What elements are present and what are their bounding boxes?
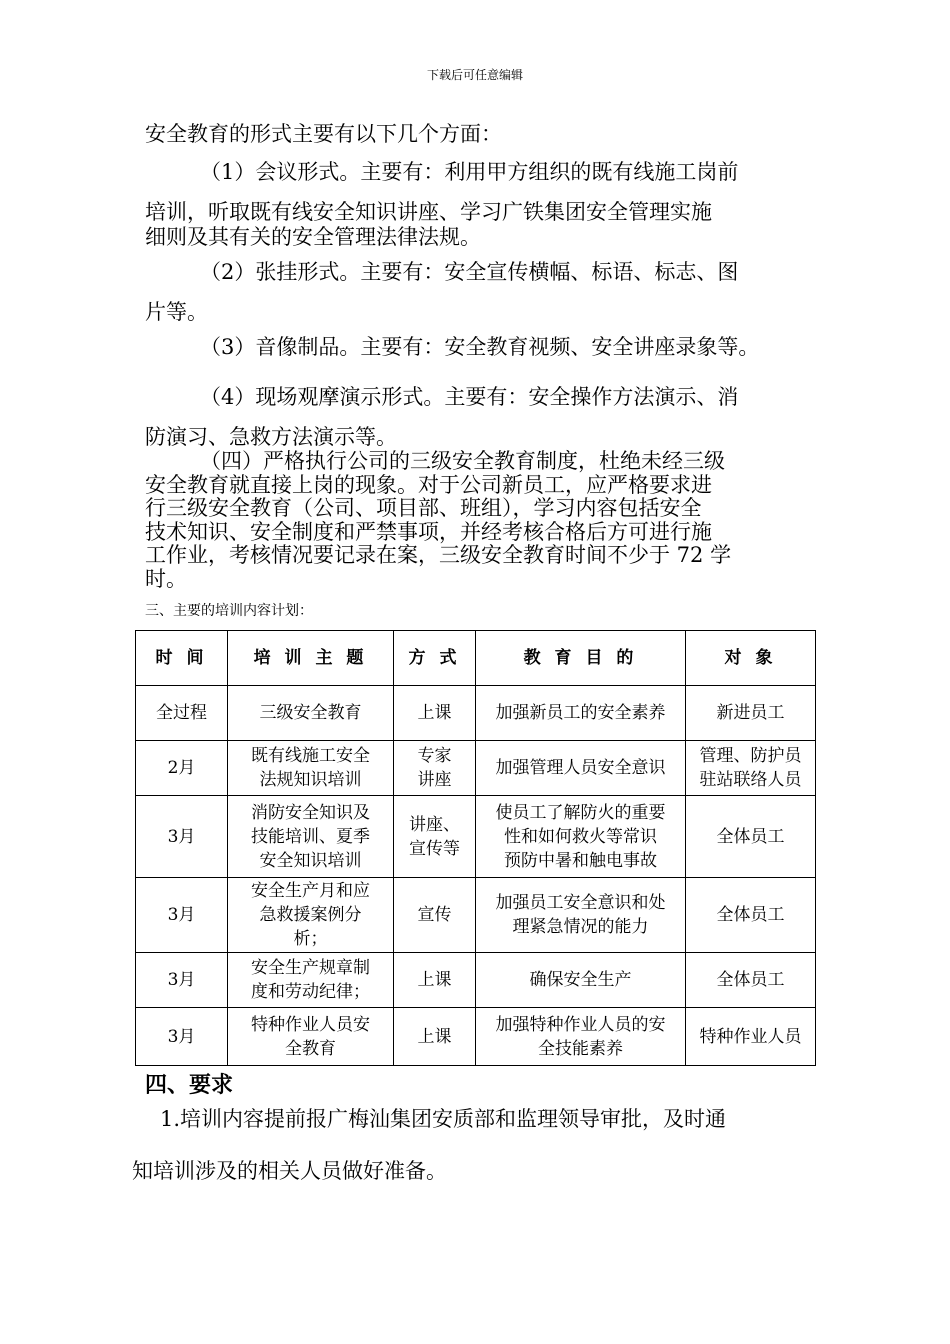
intro-heading: 安全教育的形式主要有以下几个方面： — [145, 122, 502, 146]
cell-line: 三级安全教育 — [259, 703, 362, 723]
cell-line: 安全生产月和应 — [251, 881, 370, 901]
cell-time: 3月 — [136, 878, 228, 953]
cell-line: 全体员工 — [716, 905, 785, 925]
section4-line: 安全教育就直接上岗的现象。对于公司新员工，应严格要求进 — [145, 472, 712, 497]
cell-line: 性和如何救火等常识 — [504, 826, 657, 847]
cell-line: 宣传等 — [409, 838, 460, 859]
col-header-method: 方 式 — [394, 631, 476, 686]
cell-purpose — [476, 878, 686, 953]
cell-line: 加强新员工的安全素养 — [495, 703, 666, 723]
cell-line: 讲座 — [417, 770, 452, 790]
cell-topic — [228, 741, 394, 796]
cell-line: 确保安全生产 — [529, 970, 632, 990]
table-header-row — [136, 631, 816, 686]
table-row — [136, 686, 816, 741]
cell-line: 既有线施工安全 — [251, 746, 370, 766]
col-header-target: 对 象 — [686, 631, 816, 686]
section4-line: 工作业，考核情况要记录在案，三级安全教育时间不少于 72 学 — [145, 543, 732, 567]
cell-line: 专家 — [417, 746, 452, 766]
cell-method — [394, 1008, 476, 1066]
requirement-1-line2: 知培训涉及的相关人员做好准备。 — [132, 1159, 447, 1183]
table-row — [136, 741, 816, 796]
cell-line: 使员工了解防火的重要 — [495, 802, 666, 823]
form2-line1: （2）张挂形式。主要有：安全宣传横幅、标语、标志、图 — [200, 260, 739, 284]
cell-time: 2月 — [136, 741, 228, 796]
section4-line: 行三级安全教育（公司、项目部、班组），学习内容包括安全 — [145, 496, 702, 520]
cell-line: 预防中暑和触电事故 — [504, 850, 657, 871]
cell-line: 析； — [293, 929, 328, 949]
cell-line: 理紧急情况的能力 — [512, 917, 649, 937]
form1-line1: （1）会议形式。主要有：利用甲方组织的既有线施工岗前 — [200, 160, 739, 184]
cell-method — [394, 741, 476, 796]
cell-method — [394, 686, 476, 741]
cell-line: 上课 — [417, 703, 452, 723]
form4-line2: 防演习、急救方法演示等。 — [145, 425, 397, 449]
cell-topic — [228, 796, 394, 878]
cell-line: 加强员工安全意识和处 — [495, 893, 666, 913]
cell-line: 上课 — [417, 1026, 452, 1047]
form3-line1: （3）音像制品。主要有：安全教育视频、安全讲座录象等。 — [200, 335, 760, 359]
cell-time: 3月 — [136, 1008, 228, 1066]
cell-time: 3月 — [136, 953, 228, 1008]
cell-line: 消防安全知识及 — [251, 802, 370, 823]
cell-target — [686, 1008, 816, 1066]
cell-target — [686, 796, 816, 878]
cell-target — [686, 953, 816, 1008]
cell-line: 安全知识培训 — [259, 850, 362, 871]
cell-time: 3月 — [136, 796, 228, 878]
plan-heading: 三、主要的培训内容计划： — [145, 603, 313, 619]
cell-line: 讲座、 — [409, 814, 460, 835]
training-plan-table — [135, 630, 816, 1066]
cell-line: 宣传 — [417, 905, 452, 925]
col-header-time: 时 间 — [136, 631, 228, 686]
cell-method — [394, 953, 476, 1008]
cell-line: 度和劳动纪律； — [251, 982, 370, 1002]
table-row — [136, 878, 816, 953]
cell-target — [686, 741, 816, 796]
form2-line2: 片等。 — [145, 300, 208, 324]
cell-purpose — [476, 1008, 686, 1066]
cell-line: 技能培训、夏季 — [251, 826, 370, 847]
cell-line: 法规知识培训 — [259, 770, 362, 790]
cell-line: 加强管理人员安全意识 — [495, 758, 666, 778]
cell-line: 驻站联络人员 — [699, 770, 802, 790]
section4-paragraph — [145, 450, 805, 591]
cell-line: 急救援案例分 — [259, 905, 362, 925]
form1-line3: 细则及其有关的安全管理法律法规。 — [145, 225, 481, 249]
section4-line: （四）严格执行公司的三级安全教育制度，杜绝未经三级 — [200, 449, 725, 473]
section4-line: 时。 — [145, 566, 187, 591]
cell-topic — [228, 686, 394, 741]
table-row — [136, 953, 816, 1008]
requirements-heading: 四、要求 — [145, 1073, 234, 1098]
cell-purpose — [476, 953, 686, 1008]
cell-topic — [228, 878, 394, 953]
cell-line: 全技能素养 — [538, 1038, 623, 1059]
page-header-note: 下载后可任意编辑 — [426, 68, 523, 82]
cell-purpose — [476, 686, 686, 741]
cell-line: 加强特种作业人员的安 — [495, 1014, 666, 1035]
cell-purpose — [476, 796, 686, 878]
cell-line: 安全生产规章制 — [251, 958, 370, 978]
table-row — [136, 796, 816, 878]
col-header-topic: 培 训 主 题 — [228, 631, 394, 686]
cell-topic — [228, 953, 394, 1008]
cell-target — [686, 686, 816, 741]
col-header-purpose: 教 育 目 的 — [476, 631, 686, 686]
cell-line: 特种作业人员安 — [251, 1014, 370, 1035]
cell-method — [394, 796, 476, 878]
requirement-1-line1: 1.培训内容提前报广梅汕集团安质部和监理领导审批，及时通 — [160, 1107, 727, 1131]
cell-method — [394, 878, 476, 953]
cell-target — [686, 878, 816, 953]
form1-line2: 培训，听取既有线安全知识讲座、学习广铁集团安全管理实施 — [145, 200, 712, 224]
cell-line: 特种作业人员 — [699, 1026, 802, 1047]
cell-line: 新进员工 — [716, 703, 785, 723]
cell-time: 全过程 — [136, 686, 228, 741]
form4-line1: （4）现场观摩演示形式。主要有：安全操作方法演示、消 — [200, 385, 739, 409]
cell-line: 全教育 — [285, 1038, 336, 1059]
cell-line: 管理、防护员 — [699, 746, 802, 766]
cell-line: 全体员工 — [716, 826, 785, 847]
cell-line: 全体员工 — [716, 970, 785, 990]
table-row — [136, 1008, 816, 1066]
cell-line: 上课 — [417, 970, 452, 990]
cell-purpose — [476, 741, 686, 796]
cell-topic — [228, 1008, 394, 1066]
section4-line: 技术知识、安全制度和严禁事项，并经考核合格后方可进行施 — [145, 519, 712, 544]
